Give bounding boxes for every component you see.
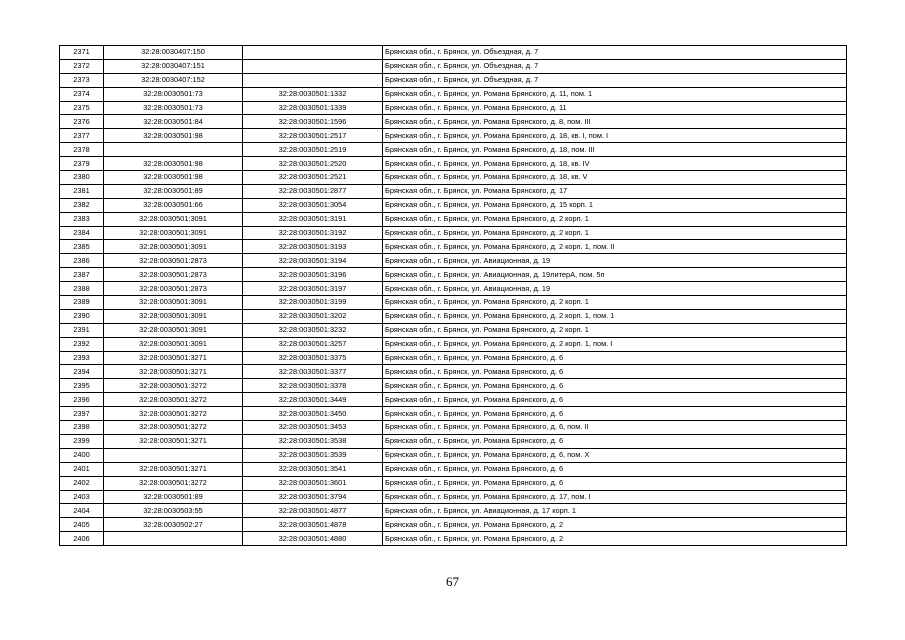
row-number-cell: 2390 <box>60 309 104 323</box>
address-cell: Брянская обл., г. Брянск, ул. Романа Брянского, д. 8, пом. III <box>383 115 847 129</box>
parent-cadastral-number-cell: 32:28:0030407:152 <box>104 73 243 87</box>
registry-table-body <box>60 46 847 546</box>
address-cell: Брянская обл., г. Брянск, ул. Романа Брянского, д. 15 корп. 1 <box>383 198 847 212</box>
cadastral-number-cell: 32:28:0030501:3377 <box>243 365 383 379</box>
table-row <box>60 212 847 226</box>
parent-cadastral-number-cell: 32:28:0030501:3271 <box>104 365 243 379</box>
table-row <box>60 268 847 282</box>
row-number-cell: 2395 <box>60 379 104 393</box>
table-row <box>60 240 847 254</box>
cadastral-number-cell: 32:28:0030501:3054 <box>243 198 383 212</box>
row-number-cell: 2400 <box>60 448 104 462</box>
parent-cadastral-number-cell <box>104 532 243 546</box>
table-row <box>60 407 847 421</box>
address-cell: Брянская обл., г. Брянск, ул. Объездная, д. 7 <box>383 59 847 73</box>
table-row <box>60 254 847 268</box>
parent-cadastral-number-cell: 32:28:0030501:3272 <box>104 379 243 393</box>
cadastral-number-cell: 32:28:0030501:3375 <box>243 351 383 365</box>
row-number-cell: 2372 <box>60 59 104 73</box>
cadastral-number-cell: 32:28:0030501:3196 <box>243 268 383 282</box>
table-row <box>60 434 847 448</box>
parent-cadastral-number-cell: 32:28:0030501:3091 <box>104 337 243 351</box>
parent-cadastral-number-cell: 32:28:0030501:98 <box>104 129 243 143</box>
address-cell: Брянская обл., г. Брянск, ул. Романа Брянского, д. 6 <box>383 476 847 490</box>
address-cell: Брянская обл., г. Брянск, ул. Романа Брянского, д. 18, кв. I, пом. I <box>383 129 847 143</box>
table-row <box>60 421 847 435</box>
row-number-cell: 2398 <box>60 421 104 435</box>
address-cell: Брянская обл., г. Брянск, ул. Романа Брянского, д. 2 корп. 1 <box>383 296 847 310</box>
table-row <box>60 448 847 462</box>
row-number-cell: 2406 <box>60 532 104 546</box>
parent-cadastral-number-cell: 32:28:0030501:3272 <box>104 393 243 407</box>
table-row <box>60 462 847 476</box>
address-cell: Брянская обл., г. Брянск, ул. Авиационная, д. 19 <box>383 282 847 296</box>
parent-cadastral-number-cell: 32:28:0030501:3091 <box>104 323 243 337</box>
table-row <box>60 351 847 365</box>
row-number-cell: 2379 <box>60 157 104 171</box>
address-cell: Брянская обл., г. Брянск, ул. Романа Брянского, д. 6 <box>383 407 847 421</box>
address-cell: Брянская обл., г. Брянск, ул. Романа Брянского, д. 2 корп. 1, пом. 1 <box>383 309 847 323</box>
row-number-cell: 2386 <box>60 254 104 268</box>
table-row <box>60 518 847 532</box>
parent-cadastral-number-cell: 32:28:0030501:66 <box>104 198 243 212</box>
address-cell: Брянская обл., г. Брянск, ул. Объездная, д. 7 <box>383 73 847 87</box>
address-cell: Брянская обл., г. Брянск, ул. Романа Брянского, д. 18, кв. V <box>383 171 847 185</box>
address-cell: Брянская обл., г. Брянск, ул. Романа Брянского, д. 2 корп. 1, пом. I <box>383 337 847 351</box>
cadastral-number-cell: 32:28:0030501:3193 <box>243 240 383 254</box>
address-cell: Брянская обл., г. Брянск, ул. Романа Брянского, д. 2 корп. 1 <box>383 323 847 337</box>
cadastral-number-cell: 32:28:0030501:4880 <box>243 532 383 546</box>
cadastral-number-cell: 32:28:0030501:3192 <box>243 226 383 240</box>
parent-cadastral-number-cell: 32:28:0030501:3271 <box>104 434 243 448</box>
parent-cadastral-number-cell <box>104 143 243 157</box>
table-row <box>60 337 847 351</box>
parent-cadastral-number-cell: 32:28:0030501:98 <box>104 157 243 171</box>
table-row <box>60 226 847 240</box>
row-number-cell: 2378 <box>60 143 104 157</box>
cadastral-number-cell: 32:28:0030501:3453 <box>243 421 383 435</box>
parent-cadastral-number-cell: 32:28:0030501:2873 <box>104 268 243 282</box>
cadastral-number-cell: 32:28:0030501:3194 <box>243 254 383 268</box>
parent-cadastral-number-cell: 32:28:0030503:55 <box>104 504 243 518</box>
row-number-cell: 2401 <box>60 462 104 476</box>
parent-cadastral-number-cell: 32:28:0030501:3272 <box>104 421 243 435</box>
parent-cadastral-number-cell: 32:28:0030501:2873 <box>104 282 243 296</box>
parent-cadastral-number-cell: 32:28:0030501:89 <box>104 490 243 504</box>
cadastral-number-cell: 32:28:0030501:3199 <box>243 296 383 310</box>
parent-cadastral-number-cell: 32:28:0030501:89 <box>104 184 243 198</box>
address-cell: Брянская обл., г. Брянск, ул. Романа Брянского, д. 2 корп. 1 <box>383 226 847 240</box>
address-cell: Брянская обл., г. Брянск, ул. Романа Брянского, д. 6, пом. II <box>383 421 847 435</box>
address-cell: Брянская обл., г. Брянск, ул. Романа Брянского, д. 17 <box>383 184 847 198</box>
table-row <box>60 323 847 337</box>
cadastral-number-cell: 32:28:0030501:1596 <box>243 115 383 129</box>
parent-cadastral-number-cell: 32:28:0030501:3272 <box>104 407 243 421</box>
address-cell: Брянская обл., г. Брянск, ул. Романа Брянского, д. 6 <box>383 365 847 379</box>
row-number-cell: 2396 <box>60 393 104 407</box>
cadastral-number-cell: 32:28:0030501:3539 <box>243 448 383 462</box>
cadastral-number-cell: 32:28:0030501:2517 <box>243 129 383 143</box>
table-row <box>60 490 847 504</box>
row-number-cell: 2385 <box>60 240 104 254</box>
cadastral-number-cell: 32:28:0030501:2521 <box>243 171 383 185</box>
cadastral-number-cell <box>243 73 383 87</box>
address-cell: Брянская обл., г. Брянск, ул. Романа Брянского, д. 2 <box>383 532 847 546</box>
address-cell: Брянская обл., г. Брянск, ул. Романа Брянского, д. 11, пом. 1 <box>383 87 847 101</box>
parent-cadastral-number-cell: 32:28:0030501:3091 <box>104 309 243 323</box>
cadastral-number-cell: 32:28:0030501:2877 <box>243 184 383 198</box>
table-row <box>60 87 847 101</box>
row-number-cell: 2383 <box>60 212 104 226</box>
row-number-cell: 2394 <box>60 365 104 379</box>
cadastral-number-cell: 32:28:0030501:3232 <box>243 323 383 337</box>
address-cell: Брянская обл., г. Брянск, ул. Романа Брянского, д. 18, кв. IV <box>383 157 847 171</box>
table-row <box>60 296 847 310</box>
cadastral-number-cell: 32:28:0030501:3191 <box>243 212 383 226</box>
cadastral-number-cell: 32:28:0030501:3541 <box>243 462 383 476</box>
cadastral-number-cell: 32:28:0030501:3450 <box>243 407 383 421</box>
address-cell: Брянская обл., г. Брянск, ул. Романа Брянского, д. 6 <box>383 379 847 393</box>
address-cell: Брянская обл., г. Брянск, ул. Романа Брянского, д. 18, пом. III <box>383 143 847 157</box>
cadastral-number-cell: 32:28:0030501:3794 <box>243 490 383 504</box>
address-cell: Брянская обл., г. Брянск, ул. Романа Брянского, д. 6, пом. X <box>383 448 847 462</box>
row-number-cell: 2375 <box>60 101 104 115</box>
row-number-cell: 2403 <box>60 490 104 504</box>
parent-cadastral-number-cell: 32:28:0030501:3271 <box>104 462 243 476</box>
table-row <box>60 393 847 407</box>
row-number-cell: 2371 <box>60 46 104 60</box>
cadastral-number-cell: 32:28:0030501:2519 <box>243 143 383 157</box>
row-number-cell: 2391 <box>60 323 104 337</box>
table-row <box>60 532 847 546</box>
cadastral-number-cell: 32:28:0030501:3378 <box>243 379 383 393</box>
table-row <box>60 365 847 379</box>
cadastral-number-cell: 32:28:0030501:3449 <box>243 393 383 407</box>
cadastral-number-cell: 32:28:0030501:2520 <box>243 157 383 171</box>
parent-cadastral-number-cell: 32:28:0030501:3271 <box>104 351 243 365</box>
cadastral-number-cell <box>243 59 383 73</box>
cadastral-number-cell: 32:28:0030501:3197 <box>243 282 383 296</box>
table-row <box>60 309 847 323</box>
table-row <box>60 184 847 198</box>
table-row <box>60 379 847 393</box>
row-number-cell: 2402 <box>60 476 104 490</box>
parent-cadastral-number-cell <box>104 448 243 462</box>
address-cell: Брянская обл., г. Брянск, ул. Романа Брянского, д. 17, пом. I <box>383 490 847 504</box>
parent-cadastral-number-cell: 32:28:0030501:73 <box>104 101 243 115</box>
cadastral-number-cell: 32:28:0030501:1339 <box>243 101 383 115</box>
parent-cadastral-number-cell: 32:28:0030501:3091 <box>104 296 243 310</box>
table-row <box>60 171 847 185</box>
table-row <box>60 73 847 87</box>
parent-cadastral-number-cell: 32:28:0030501:73 <box>104 87 243 101</box>
parent-cadastral-number-cell: 32:28:0030501:3091 <box>104 240 243 254</box>
page-number: 67 <box>446 574 459 589</box>
row-number-cell: 2387 <box>60 268 104 282</box>
table-row <box>60 504 847 518</box>
row-number-cell: 2384 <box>60 226 104 240</box>
table-row <box>60 101 847 115</box>
address-cell: Брянская обл., г. Брянск, ул. Романа Брянского, д. 6 <box>383 434 847 448</box>
cadastral-number-cell: 32:28:0030501:3601 <box>243 476 383 490</box>
row-number-cell: 2392 <box>60 337 104 351</box>
table-row <box>60 476 847 490</box>
table-row <box>60 198 847 212</box>
cadastral-number-cell: 32:28:0030501:4878 <box>243 518 383 532</box>
table-row <box>60 143 847 157</box>
address-cell: Брянская обл., г. Брянск, ул. Романа Брянского, д. 6 <box>383 462 847 476</box>
address-cell: Брянская обл., г. Брянск, ул. Романа Брянского, д. 2 корп. 1, пом. II <box>383 240 847 254</box>
address-cell: Брянская обл., г. Брянск, ул. Романа Брянского, д. 6 <box>383 351 847 365</box>
row-number-cell: 2388 <box>60 282 104 296</box>
parent-cadastral-number-cell: 32:28:0030501:3272 <box>104 476 243 490</box>
table-row <box>60 282 847 296</box>
address-cell: Брянская обл., г. Брянск, ул. Романа Брянского, д. 2 корп. 1 <box>383 212 847 226</box>
table-row <box>60 59 847 73</box>
cadastral-number-cell: 32:28:0030501:3538 <box>243 434 383 448</box>
row-number-cell: 2382 <box>60 198 104 212</box>
address-cell: Брянская обл., г. Брянск, ул. Романа Брянского, д. 6 <box>383 393 847 407</box>
address-cell: Брянская обл., г. Брянск, ул. Объездная, д. 7 <box>383 46 847 60</box>
cadastral-number-cell <box>243 46 383 60</box>
row-number-cell: 2393 <box>60 351 104 365</box>
table-row <box>60 129 847 143</box>
parent-cadastral-number-cell: 32:28:0030407:151 <box>104 59 243 73</box>
table-row <box>60 157 847 171</box>
cadastral-number-cell: 32:28:0030501:3202 <box>243 309 383 323</box>
address-cell: Брянская обл., г. Брянск, ул. Авиационная, д. 19 <box>383 254 847 268</box>
row-number-cell: 2377 <box>60 129 104 143</box>
row-number-cell: 2374 <box>60 87 104 101</box>
row-number-cell: 2381 <box>60 184 104 198</box>
row-number-cell: 2404 <box>60 504 104 518</box>
row-number-cell: 2389 <box>60 296 104 310</box>
parent-cadastral-number-cell: 32:28:0030501:98 <box>104 171 243 185</box>
parent-cadastral-number-cell: 32:28:0030501:84 <box>104 115 243 129</box>
table-row <box>60 115 847 129</box>
row-number-cell: 2380 <box>60 171 104 185</box>
parent-cadastral-number-cell: 32:28:0030501:2873 <box>104 254 243 268</box>
row-number-cell: 2373 <box>60 73 104 87</box>
cadastral-number-cell: 32:28:0030501:1332 <box>243 87 383 101</box>
cadastral-number-cell: 32:28:0030501:4877 <box>243 504 383 518</box>
parent-cadastral-number-cell: 32:28:0030501:3091 <box>104 212 243 226</box>
address-cell: Брянская обл., г. Брянск, ул. Романа Брянского, д. 11 <box>383 101 847 115</box>
row-number-cell: 2399 <box>60 434 104 448</box>
address-cell: Брянская обл., г. Брянск, ул. Авиационная, д. 17 корп. 1 <box>383 504 847 518</box>
row-number-cell: 2376 <box>60 115 104 129</box>
row-number-cell: 2397 <box>60 407 104 421</box>
parent-cadastral-number-cell: 32:28:0030407:150 <box>104 46 243 60</box>
table-row <box>60 46 847 60</box>
row-number-cell: 2405 <box>60 518 104 532</box>
parent-cadastral-number-cell: 32:28:0030501:3091 <box>104 226 243 240</box>
parent-cadastral-number-cell: 32:28:0030502:27 <box>104 518 243 532</box>
address-cell: Брянская обл., г. Брянск, ул. Романа Брянского, д. 2 <box>383 518 847 532</box>
registry-table <box>59 45 847 546</box>
address-cell: Брянская обл., г. Брянск, ул. Авиационная, д. 19литерА, пом. 5п <box>383 268 847 282</box>
cadastral-number-cell: 32:28:0030501:3257 <box>243 337 383 351</box>
